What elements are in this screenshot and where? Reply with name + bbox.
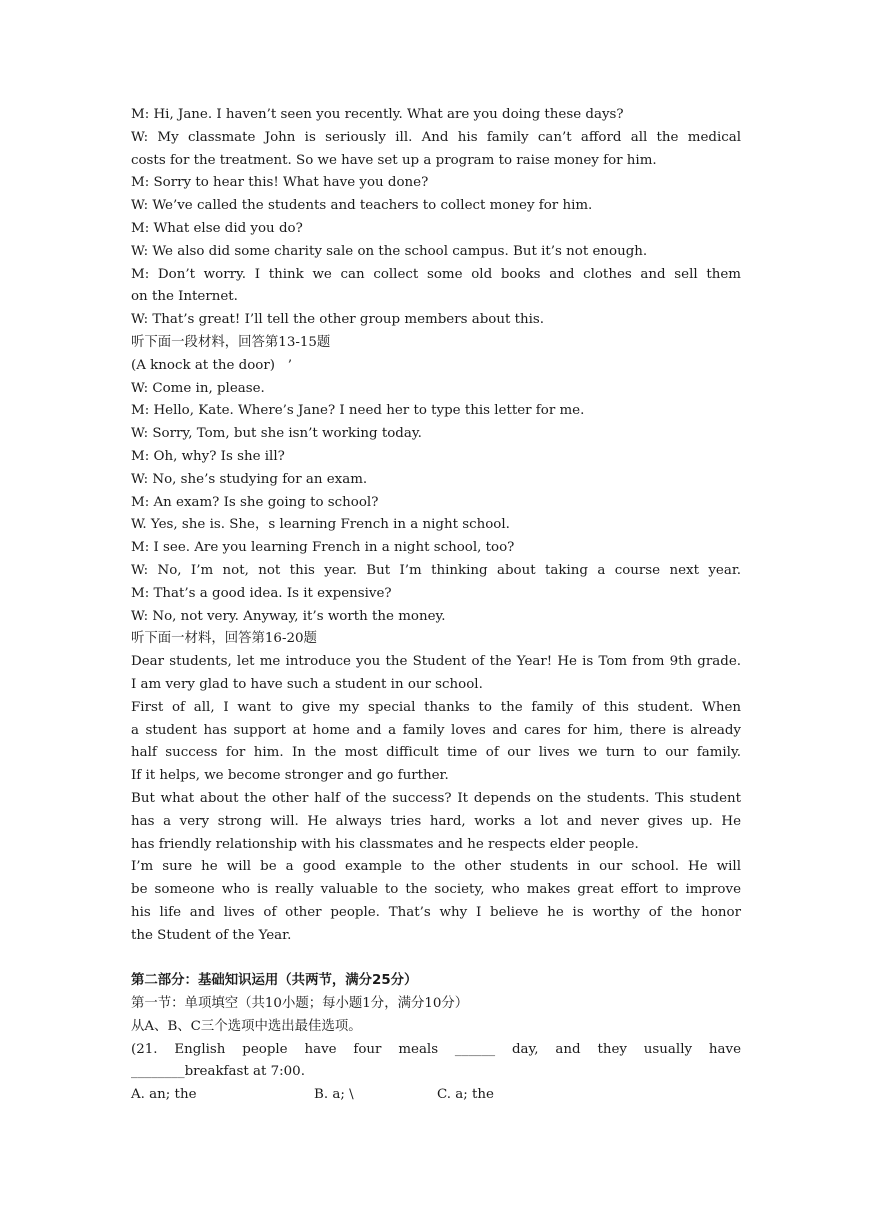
dialogue-line: W: No, she’s studying for an exam. <box>131 471 368 487</box>
speech-line: I am very glad to have such a student in our school. <box>131 676 483 692</box>
speech-line: But what about the other half of the success? It depends on the students. This student <box>131 790 741 806</box>
section-heading: 听下面一材料，回答第16-20题 <box>131 631 317 647</box>
dialogue-2 <box>131 355 741 629</box>
dialogue-line: W: We’ve called the students and teachers to collect money for him. <box>131 198 593 214</box>
question-stem: (21. English people have four meals ______ day, and they usually have <box>131 1041 741 1057</box>
part-heading: 第二部分：基础知识运用（共两节，满分25分） <box>131 973 418 989</box>
dialogue-line: M: Oh, why? Is she ill? <box>131 448 285 464</box>
dialogue-line: M: Don’t worry. I think we can collect some old books and clothes and sell them <box>131 266 741 282</box>
dialogue-line: on the Internet. <box>131 289 238 305</box>
dialogue-line: W: My classmate John is seriously ill. And his family can’t afford all the medical <box>131 129 741 145</box>
section-heading: 第一节：单项填空（共10小题；每小题1分，满分10分） <box>131 996 469 1012</box>
dialogue-line: M: I see. Are you learning French in a night school, too? <box>131 540 515 556</box>
dialogue-line: M: That’s a good idea. Is it expensive? <box>131 585 392 601</box>
dialogue-1 <box>131 104 741 332</box>
speech-line: has a very strong will. He always tries hard, works a lot and never gives up. He <box>131 813 741 829</box>
dialogue-line: M: An exam? Is she going to school? <box>131 494 379 510</box>
instruction-text: 从A、B、C三个选项中选出最佳选项。 <box>131 1018 362 1034</box>
speech-line: If it helps, we become stronger and go further. <box>131 768 449 784</box>
dialogue-line: W: No, I’m not, not this year. But I’m thinking about taking a course next year. <box>131 562 741 578</box>
speech-line: Dear students, let me introduce you the Student of the Year! He is Tom from 9th grade. <box>131 654 741 670</box>
speech-line: has friendly relationship with his classmates and he respects elder people. <box>131 836 639 852</box>
dialogue-line: W: No, not very. Anyway, it’s worth the money. <box>131 608 446 624</box>
dialogue-line: M: Hi, Jane. I haven’t seen you recently. What are you doing these days? <box>131 107 624 122</box>
dialogue-line: M: What else did you do? <box>131 220 303 236</box>
dialogue-line: W. Yes, she is. She，s learning French in a night school. <box>131 517 510 533</box>
dialogue-line: (A knock at the door) ’ <box>131 357 292 373</box>
speech-line: the Student of the Year. <box>131 927 292 943</box>
speech-line: First of all, I want to give my special thanks to the family of this student. When <box>131 699 741 715</box>
dialogue-line: W: Sorry, Tom, but she isn’t working today. <box>131 426 422 442</box>
dialogue-line: W: Come in, please. <box>131 380 265 396</box>
dialogue-line: W: We also did some charity sale on the school campus. But it’s not enough. <box>131 243 648 259</box>
speech-line: half success for him. In the most difficult time of our lives we turn to our family. <box>131 745 741 761</box>
question-stem-continued: ________breakfast at 7:00. <box>131 1064 305 1080</box>
dialogue-line: costs for the treatment. So we have set up a program to raise money for him. <box>131 152 657 168</box>
dialogue-line: M: Sorry to hear this! What have you done? <box>131 175 429 191</box>
dialogue-line: W: That’s great! I’ll tell the other group members about this. <box>131 312 545 328</box>
option-c[interactable]: C. a; the <box>437 1087 494 1103</box>
speech-line: his life and lives of other people. That’s why I believe he is worthy of the honor <box>131 904 741 920</box>
speech-passage <box>131 651 741 947</box>
option-b[interactable]: B. a; \ <box>314 1087 354 1103</box>
speech-line: be someone who is really valuable to the society, who makes great effort to improve <box>131 882 741 898</box>
option-a[interactable]: A. an; the <box>131 1087 197 1103</box>
speech-line: I’m sure he will be a good example to the other students in our school. He will <box>131 859 741 875</box>
answer-options <box>131 1084 741 1107</box>
document-page <box>131 104 741 1107</box>
dialogue-line: M: Hello, Kate. Where’s Jane? I need her to type this letter for me. <box>131 403 585 419</box>
speech-line: a student has support at home and a family loves and cares for him, there is already <box>131 722 741 738</box>
blank-line <box>131 947 741 970</box>
section-heading: 听下面一段材料，回答第13-15题 <box>131 334 331 350</box>
question-21 <box>131 1039 741 1107</box>
